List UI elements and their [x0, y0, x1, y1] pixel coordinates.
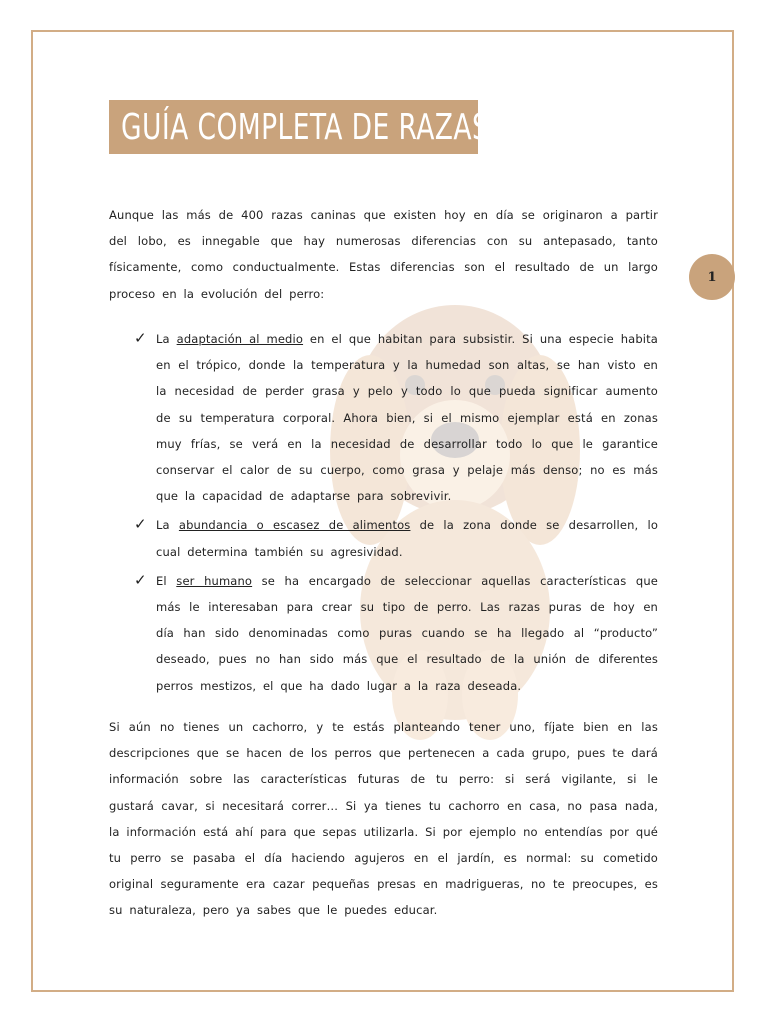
- list-item-prefix: El: [156, 573, 177, 588]
- list-item-keyword: abundancia o escasez de alimentos: [178, 518, 411, 533]
- page-number-badge: [689, 254, 735, 300]
- title-banner: [109, 100, 490, 154]
- checkmark-icon: ✓: [134, 570, 147, 589]
- page-title: GUÍA COMPLETA DE RAZAS: [121, 106, 490, 148]
- intro-paragraph: Aunque las más de 400 razas caninas que existen hoy en día se originaron a partir del lobo, es innegable que hay numerosas diferencias con su antepasado, tanto físicamente, como conductualmente. Estas diferencias son el resultado de un largo proceso en la evolución del perro:: [109, 208, 658, 301]
- list-item-prefix: La: [156, 332, 177, 346]
- list-item-text: se ha encargado de seleccionar aquellas características que más le interesaban para crear su tipo de perro. Las razas puras de hoy en día han sido denominadas como puras cuando se ha llegado al “producto” deseado, pues no han sido más que el resultado de la unión de diferentes perros mestizos, el que ha dado lugar a la raza deseada.: [156, 573, 658, 693]
- checkmark-icon: ✓: [134, 515, 147, 534]
- checkmark-icon: ✓: [134, 329, 147, 347]
- list-item-keyword: adaptación al medio: [176, 332, 304, 346]
- list-item: [109, 568, 658, 699]
- list-item-text: de la zona donde se desarrollen, lo cual determina también su agresividad.: [156, 518, 659, 559]
- closing-paragraph: Si aún no tienes un cachorro, y te estás planteando tener uno, fíjate bien en las descripciones que se hacen de los perros que pertenecen a cada grupo, pues te dará información sobre las características futuras de tu perro: si será vigilante, si le gustará cavar, si necesitará correr… Si ya tienes tu cachorro en casa, no pasa nada, la información está ahí para que sepas utilizarla. Si por ejemplo no entendías por qué tu perro se pasaba el día haciendo agujeros en el jardín, es normal: su cometido original seguramente era cazar pequeñas presas en madrigueras, no te preocupes, es su naturaleza, pero ya sabes que le puedes educar.: [109, 720, 658, 918]
- page-number: 1: [707, 269, 717, 285]
- list-item: [109, 326, 658, 509]
- list-item-prefix: La: [156, 518, 179, 533]
- list-item-keyword: ser humano: [176, 573, 253, 588]
- evolution-factors-list: [109, 326, 658, 702]
- list-item: [109, 512, 658, 564]
- list-item-text: en el que habitan para subsistir. Si una especie habita en el trópico, donde la temperatura y la humedad son altas, se han visto en la necesidad de perder grasa y pelo y todo lo que pueda significar aumento de su temperatura corporal. Ahora bien, si el mismo ejemplar está en zonas muy frías, se verá en la necesidad de desarrollar todo lo que le garantice conservar el calor de su cuerpo, como grasa y pelaje más denso; no es más que la capacidad de adaptarse para sobrevivir.: [156, 332, 658, 504]
